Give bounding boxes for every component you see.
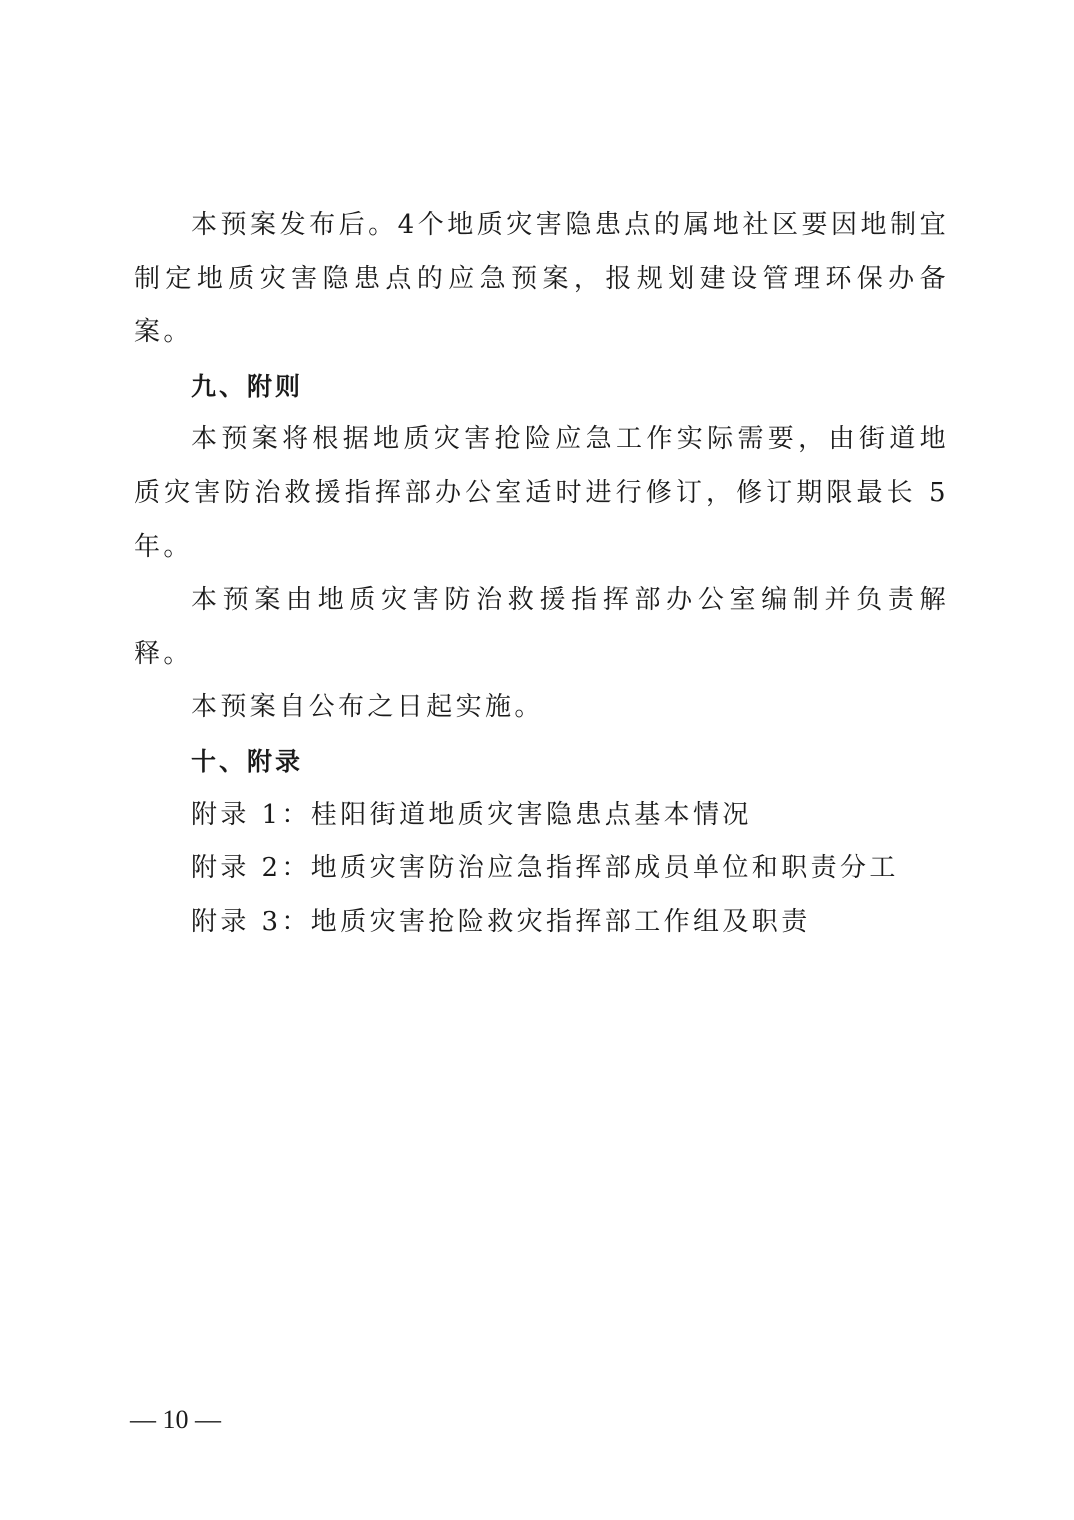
paragraph-effective-date: 本预案自公布之日起实施。 bbox=[191, 692, 544, 723]
appendix-item-3: 附录 3：地质灾害抢险救灾指挥部工作组及职责 bbox=[191, 906, 811, 937]
paragraph-revision: 本预案将根据地质灾害抢险应急工作实际需要，由街道地质灾害防治救援指挥部办公室适时进行修订，修订期限最长 5 年。 bbox=[134, 424, 949, 562]
appendix-item-1: 附录 1：桂阳街道地质灾害隐患点基本情况 bbox=[191, 799, 752, 830]
page-number: — 10 — bbox=[130, 1405, 221, 1434]
section-heading-appendix: 十、附录 bbox=[191, 746, 304, 776]
paragraph-filing: 本预案发布后。4个地质灾害隐患点的属地社区要因地制宜制定地质灾害隐患点的应急预案，报规划建设管理环保办备案。 bbox=[134, 210, 949, 348]
document-body bbox=[134, 199, 949, 949]
paragraph-interpretation: 本预案由地质灾害防治救援指挥部办公室编制并负责解释。 bbox=[134, 585, 949, 669]
appendix-item-2: 附录 2：地质灾害防治应急指挥部成员单位和职责分工 bbox=[191, 853, 899, 884]
section-heading-supplementary: 九、附则 bbox=[191, 371, 304, 401]
